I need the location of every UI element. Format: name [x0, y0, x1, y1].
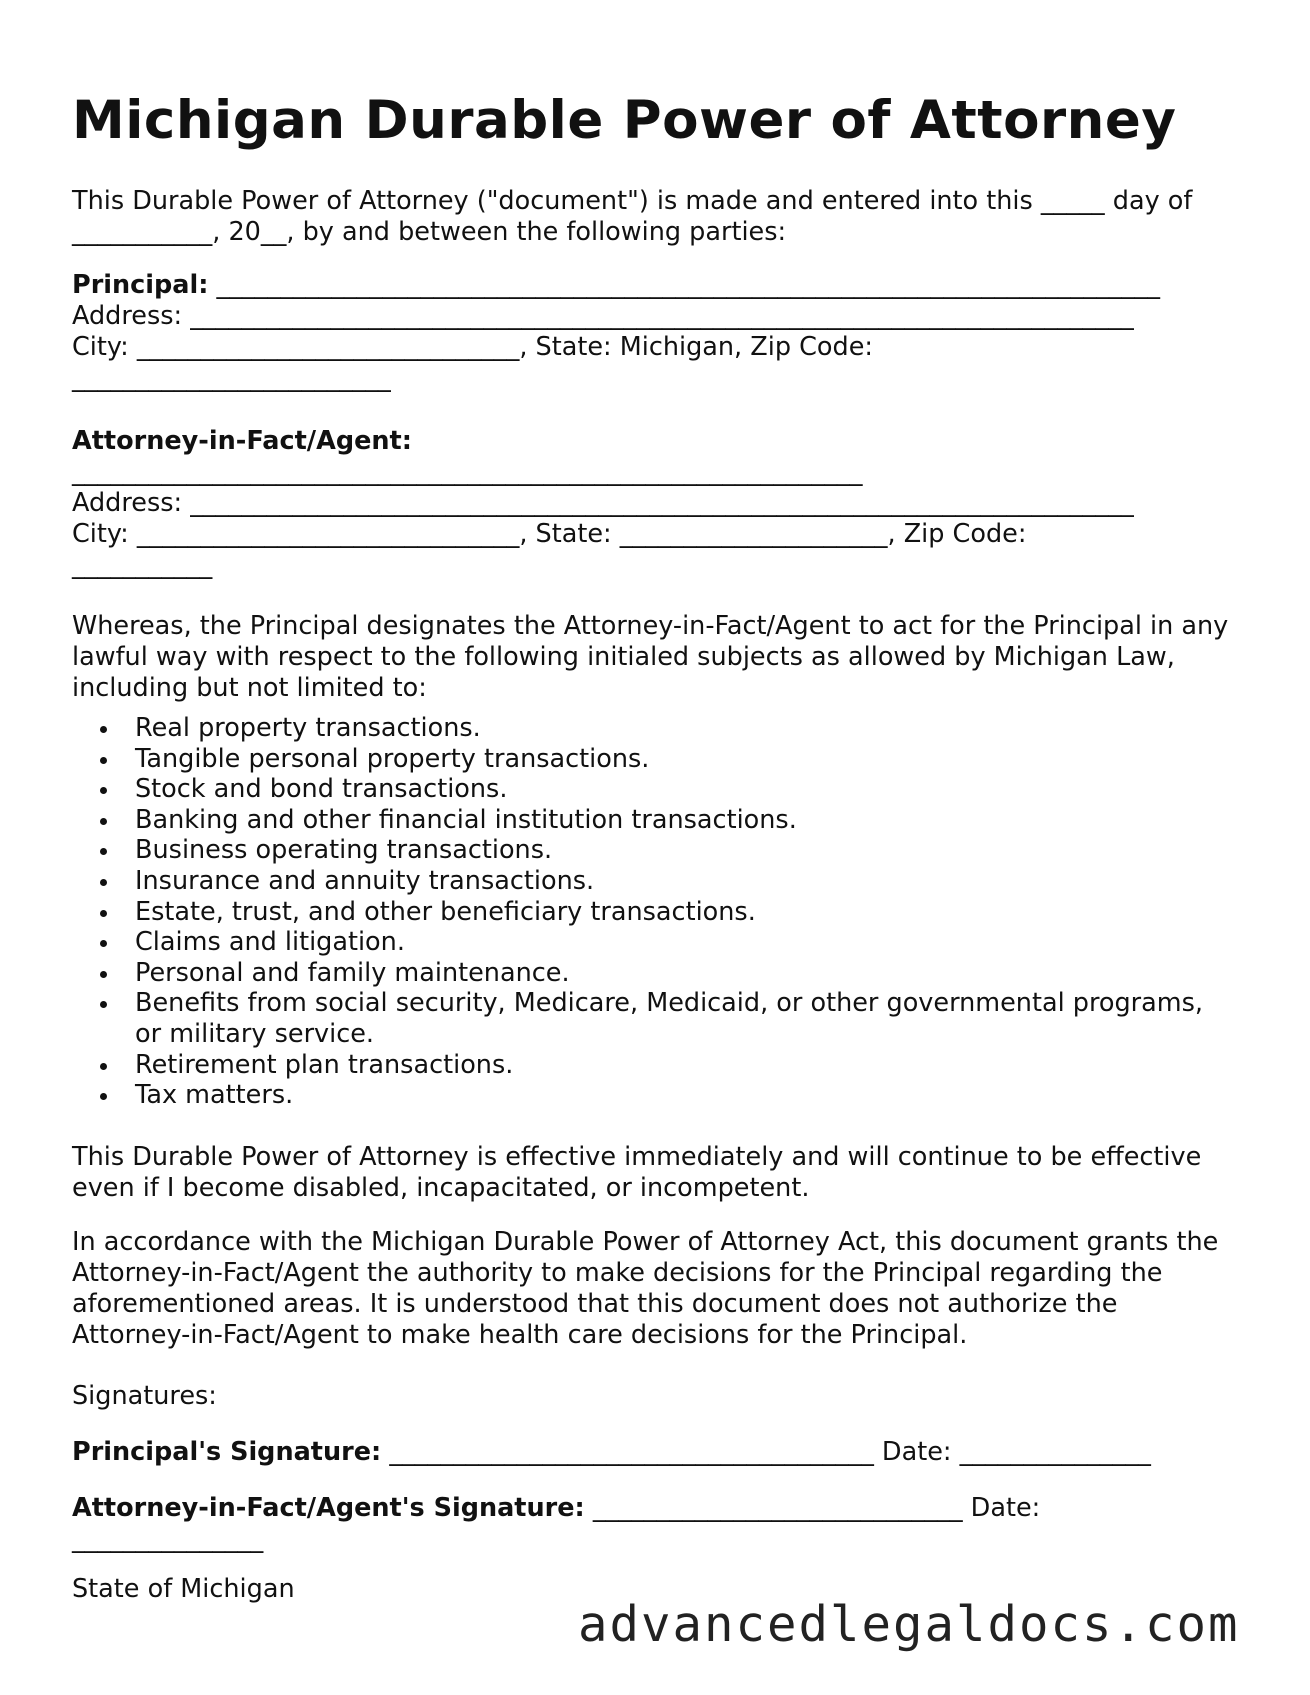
- list-item-text-continued: or military service.: [135, 1018, 375, 1049]
- list-item: Real property transactions.: [135, 713, 1242, 744]
- agent-signature-blank: _____________________________ Date:: [584, 1493, 1041, 1523]
- principal-name-line: [72, 270, 1242, 301]
- list-item: Tax matters.: [135, 1080, 1242, 1111]
- whereas-line: including but not limited to:: [72, 673, 427, 703]
- list-item: Banking and other financial institution transactions.: [135, 805, 1242, 836]
- whereas-line: Whereas, the Principal designates the Attorney-in-Fact/Agent to act for the Principal in any: [72, 611, 1229, 641]
- agent-signature-block: [72, 1493, 1242, 1555]
- list-item: Estate, trust, and other beneficiary transactions.: [135, 897, 1242, 928]
- accordance-paragraph: [72, 1227, 1242, 1351]
- list-item: Insurance and annuity transactions.: [135, 866, 1242, 897]
- effective-line: even if I become disabled, incapacitated, or incompetent.: [72, 1173, 810, 1203]
- principal-zip-blank: _________________________: [72, 363, 391, 393]
- list-item: [135, 988, 1242, 1049]
- principal-signature-line: [72, 1437, 1242, 1468]
- watermark: advancedlegaldocs.com: [578, 1596, 1240, 1653]
- agent-signature-date-blank: _______________: [72, 1524, 264, 1554]
- principal-block: [72, 270, 1242, 394]
- principal-signature-blank: ______________________________________ Date: _______________: [381, 1437, 1151, 1467]
- principal-name-blank: __________________________________________________________________________: [208, 270, 1161, 300]
- principal-city-line: City: ______________________________, State: Michigan, Zip Code:: [72, 332, 873, 362]
- state-footer: State of Michigan: [72, 1574, 295, 1604]
- agent-signature-label: Attorney-in-Fact/Agent's Signature:: [72, 1493, 585, 1523]
- effective-paragraph: [72, 1142, 1242, 1204]
- whereas-line: lawful way with respect to the following initialed subjects as allowed by Michigan Law,: [72, 642, 1175, 672]
- agent-signature-line: [72, 1493, 1242, 1524]
- list-item: Business operating transactions.: [135, 835, 1242, 866]
- agent-address-line: Address: __________________________________________________________________________: [72, 488, 1134, 518]
- principal-address-line: Address: __________________________________________________________________________: [72, 301, 1134, 331]
- list-item: Retirement plan transactions.: [135, 1050, 1242, 1081]
- list-item-text: Benefits from social security, Medicare, Medicaid, or other governmental programs,: [135, 988, 1204, 1019]
- agent-label: Attorney-in-Fact/Agent:: [72, 426, 412, 456]
- powers-list: [72, 713, 1242, 1111]
- document-title: Michigan Durable Power of Attorney: [72, 90, 1177, 151]
- signatures-heading: Signatures:: [72, 1381, 217, 1411]
- accordance-line: In accordance with the Michigan Durable Power of Attorney Act, this document grants the: [72, 1227, 1219, 1257]
- whereas-paragraph: [72, 611, 1242, 704]
- list-item: Tangible personal property transactions.: [135, 744, 1242, 775]
- agent-block: [72, 426, 1242, 581]
- intro-line: This Durable Power of Attorney ("document") is made and entered into this _____ day of: [72, 186, 1193, 216]
- agent-zip-blank: ___________: [72, 550, 213, 580]
- list-item: Claims and litigation.: [135, 927, 1242, 958]
- intro-line: ___________, 20__, by and between the following parties:: [72, 217, 787, 247]
- accordance-line: Attorney-in-Fact/Agent to make health care decisions for the Principal.: [72, 1320, 968, 1350]
- agent-city-line: City: ______________________________, State: _____________________, Zip Code:: [72, 519, 1027, 549]
- principal-signature-label: Principal's Signature:: [72, 1437, 382, 1467]
- list-item: Stock and bond transactions.: [135, 774, 1242, 805]
- principal-label: Principal:: [72, 270, 209, 300]
- agent-name-blank: ______________________________________________________________: [72, 457, 863, 487]
- list-item: Personal and family maintenance.: [135, 958, 1242, 989]
- intro-paragraph: [72, 186, 1242, 248]
- effective-line: This Durable Power of Attorney is effective immediately and will continue to be effective: [72, 1142, 1202, 1172]
- accordance-line: aforementioned areas. It is understood that this document does not authorize the: [72, 1289, 1118, 1319]
- accordance-line: Attorney-in-Fact/Agent the authority to make decisions for the Principal regarding the: [72, 1258, 1163, 1288]
